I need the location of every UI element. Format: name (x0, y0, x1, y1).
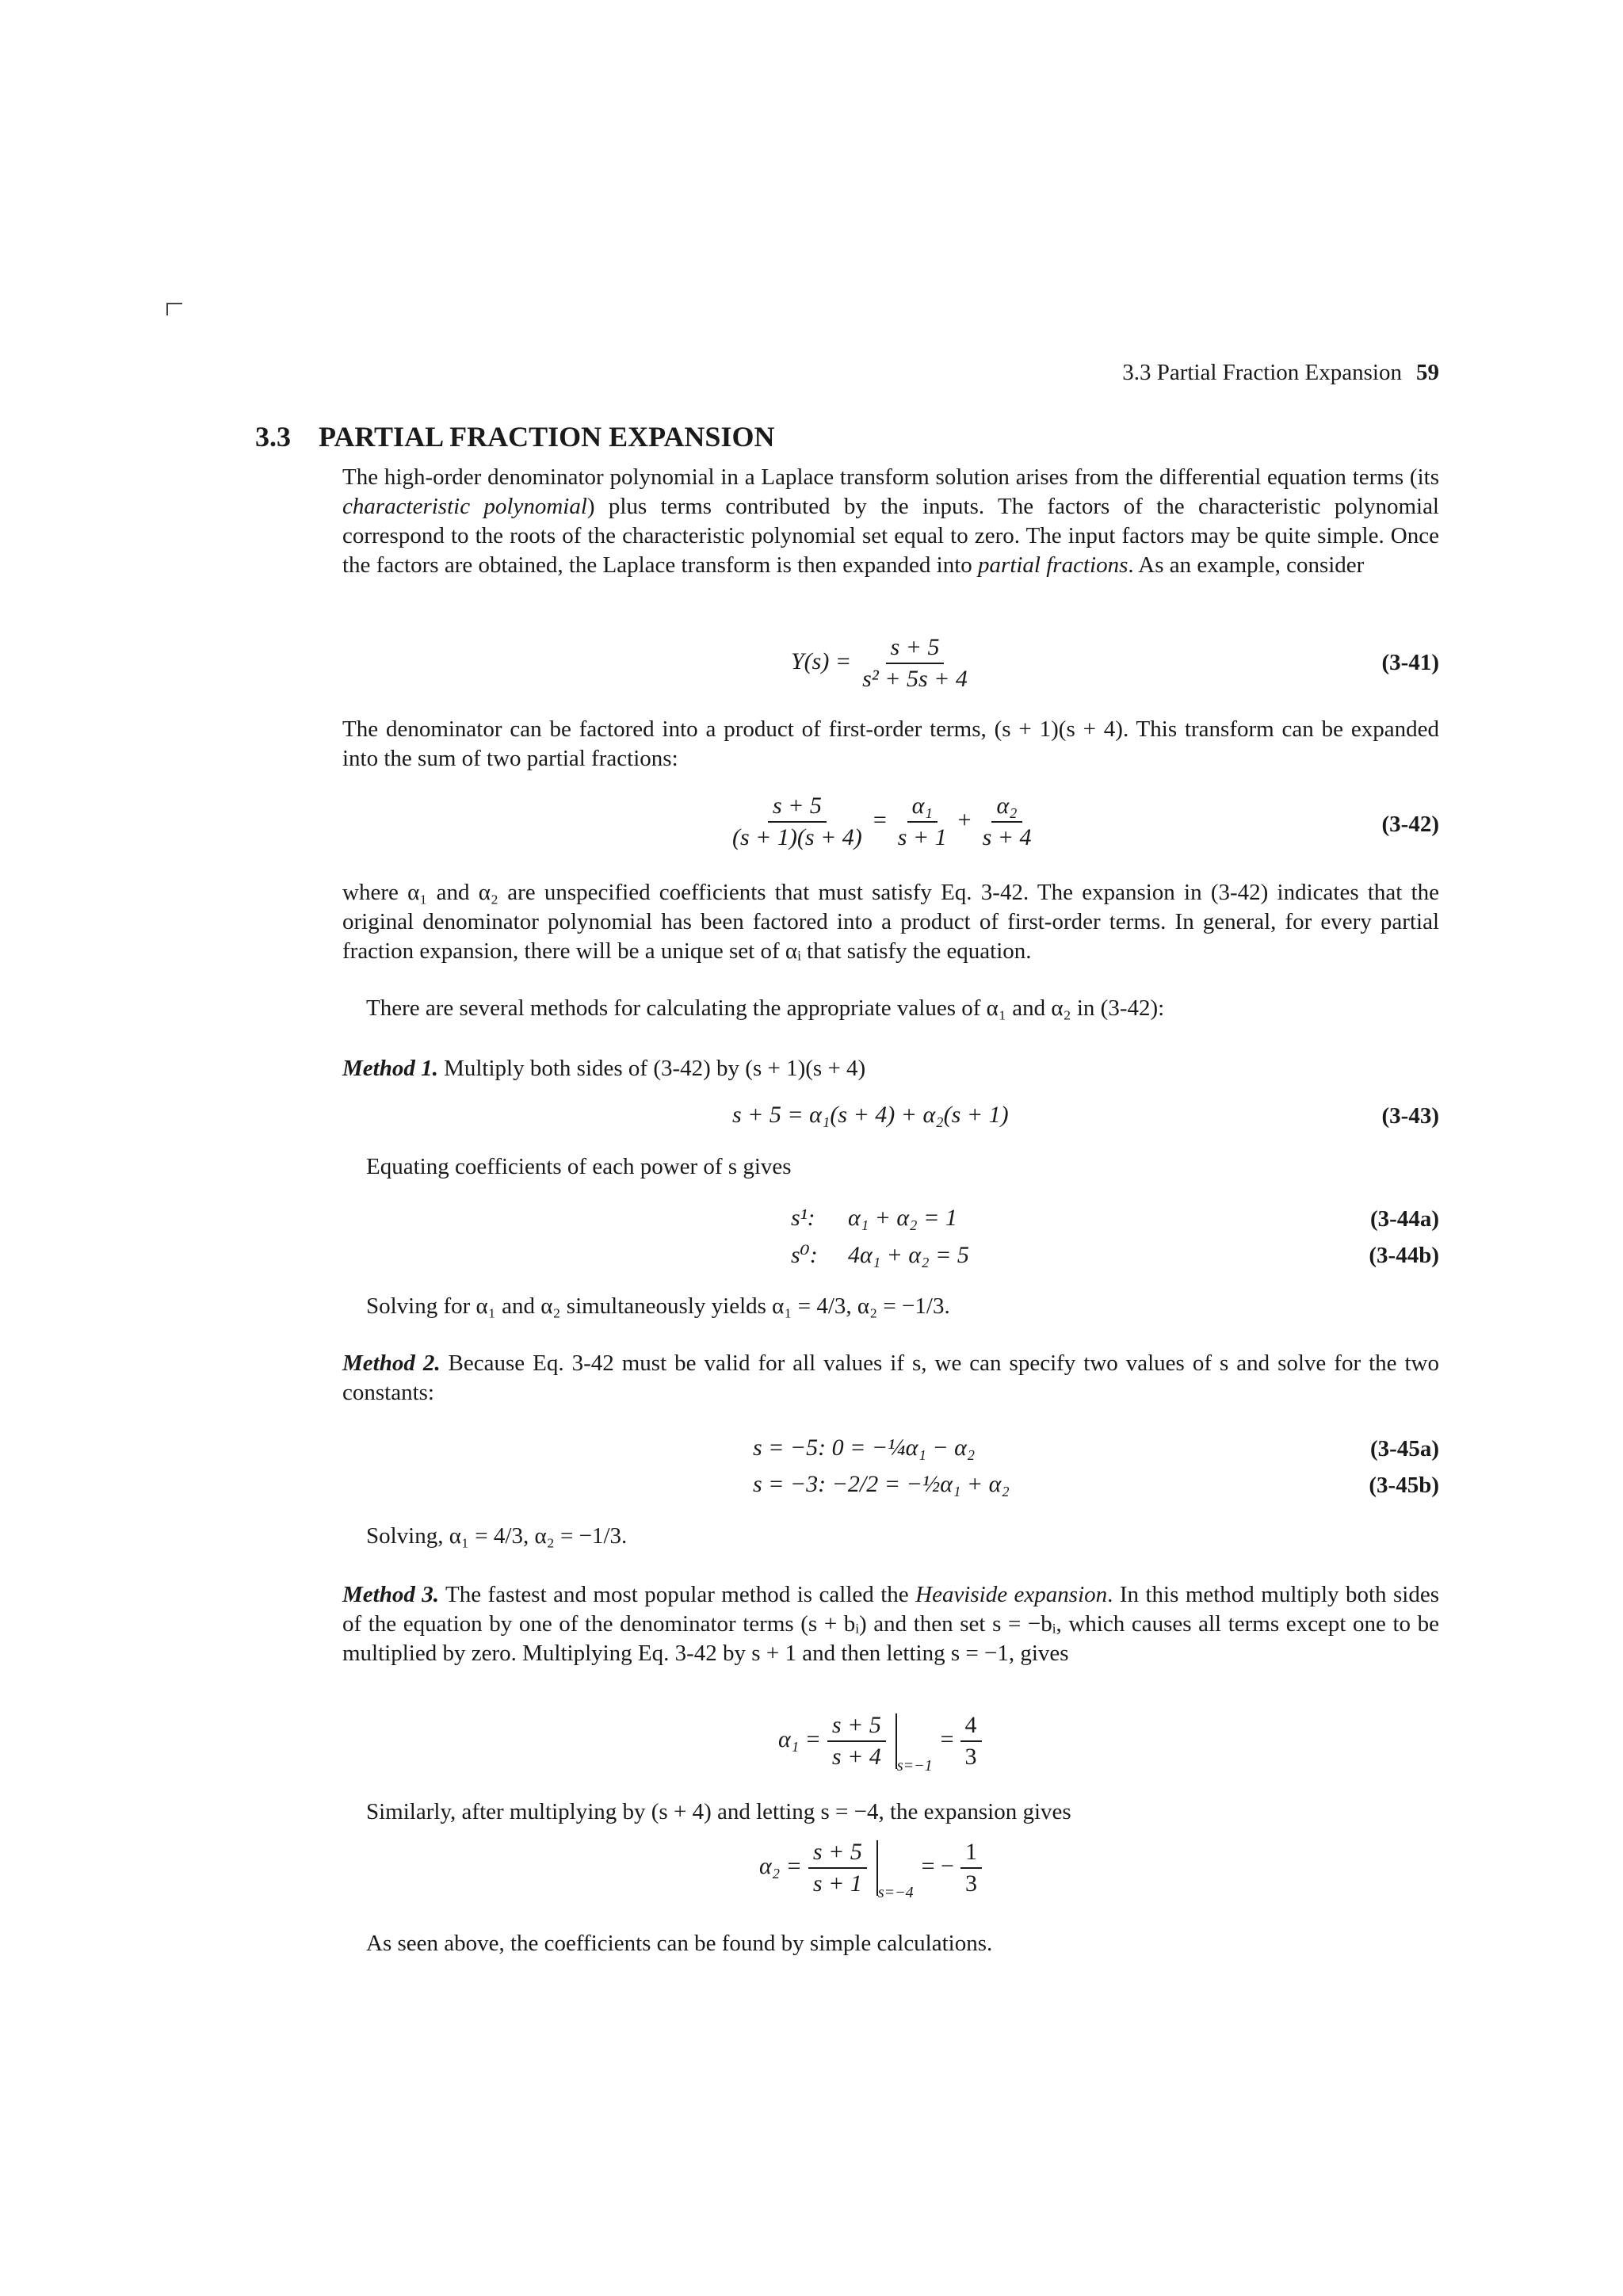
fraction (857, 634, 972, 693)
equation-label: (3-44a) (1370, 1206, 1439, 1232)
denominator: (s + 1)(s + 4) (732, 824, 862, 850)
evaluation-point: s=−4 (877, 1883, 914, 1901)
method-2-intro (342, 1349, 1439, 1408)
numerator: α₂ (991, 793, 1022, 823)
term-heaviside-expansion: Heaviside expansion (915, 1582, 1108, 1607)
equation-label: (3-44b) (1369, 1243, 1439, 1268)
running-head-title: 3.3 Partial Fraction Expansion (1122, 360, 1402, 385)
denominator: s + 4 (982, 824, 1032, 850)
fraction (827, 1712, 886, 1771)
equation-3-41 (791, 634, 979, 693)
power-label: s⁰: (791, 1242, 818, 1268)
numerator: s + 5 (768, 793, 827, 823)
fraction (808, 1839, 867, 1897)
power-label: s¹: (791, 1205, 815, 1231)
equation-alpha-1: α₁ = $\frac{s + 5}{s + 4}$ $_{s=-1}$= $\frac{4}{3}$ (778, 1712, 988, 1775)
equation-label: (3-43) (1381, 1103, 1439, 1129)
term-partial-fractions: partial fractions (978, 552, 1128, 578)
page-number: 59 (1416, 360, 1439, 385)
paragraph-coefficients: where α₁ and α₂ are unspecified coefficients that must satisfy Eq. 3-42. The expansion in (3-42) indicates that the original denominator polynomial has been factored into a product of first-order terms. In general, for every partial fraction expansion, there will be a unique set of αᵢ that satisfy the equation. (342, 880, 1439, 964)
eq-body: α₁ + α₂ = 1 (848, 1205, 957, 1231)
eq-body: 4α₁ + α₂ = 5 (848, 1242, 969, 1268)
denominator: 3 (964, 1744, 977, 1770)
denominator: s + 1 (812, 1870, 862, 1897)
method-1-intro (342, 1054, 1439, 1083)
equation-label: (3-42) (1381, 812, 1439, 837)
running-head (1122, 360, 1439, 386)
method-3-intro (342, 1580, 1439, 1668)
fraction (978, 793, 1037, 851)
fraction (727, 793, 867, 851)
numerator: 4 (960, 1712, 982, 1742)
text-run: The high-order denominator polynomial in a Laplace transform solution arises from the differential equation terms (its (342, 464, 1439, 490)
equation-3-45a: s = −5: 0 = −¼α₁ − α₂ (753, 1435, 976, 1461)
equation-label: (3-45a) (1370, 1436, 1439, 1461)
paragraph-intro (342, 463, 1439, 580)
equation-3-44a (791, 1205, 957, 1232)
eq-lhs: α₂ = (759, 1852, 802, 1879)
text-run: . As an example, consider (1128, 552, 1365, 578)
equation-alpha-2: α₂ = $\frac{s + 5}{s + 1}$ $_{s=-4}$= − $\frac{1}{3}$ (759, 1839, 988, 1902)
numerator: s + 5 (827, 1712, 886, 1742)
text-run: Because Eq. 3-42 must be valid for all values if s, we can specify two values of s and solve for the two constants: (342, 1350, 1439, 1405)
paragraph-methods-intro: There are several methods for calculating the appropriate values of α₁ and α₂ in (3-42): (366, 995, 1165, 1021)
paragraph-equating: Equating coefficients of each power of s gives (366, 1154, 792, 1179)
scan-corner-mark (166, 303, 182, 315)
method-label: Method 1. (342, 1056, 438, 1081)
equation-3-43: s + 5 = α₁(s + 4) + α₂(s + 1) (732, 1102, 1009, 1128)
section-heading (255, 420, 774, 453)
equation-label: (3-45b) (1369, 1473, 1439, 1498)
equation-label: (3-41) (1381, 650, 1439, 675)
fraction (960, 1712, 982, 1771)
eq-lhs: α₁ = (778, 1725, 821, 1752)
text-run: . In this method multiply both sides of the equation by one of the denominator terms (s + bᵢ) and then set s = −bᵢ, which causes all terms except one to be multiplied by zero. Multiplying Eq. 3-42 by s + 1 and then letting s = −1, gives (342, 1582, 1440, 1666)
denominator: s² + 5s + 4 (862, 666, 968, 692)
section-number: 3.3 (255, 421, 291, 453)
fraction (960, 1839, 982, 1897)
denominator: 3 (964, 1870, 977, 1897)
paragraph-method-2-result: Solving, α₁ = 4/3, α₂ = −1/3. (366, 1523, 628, 1549)
paragraph-factoring: The denominator can be factored into a product of first-order terms, (s + 1)(s + 4). This transform can be expanded into the sum of two partial fractions: (342, 716, 1439, 771)
numerator: 1 (960, 1839, 982, 1869)
method-label: Method 2. (342, 1350, 441, 1376)
fraction (893, 793, 952, 851)
paragraph-similarly: Similarly, after multiplying by (s + 4) and letting s = −4, the expansion gives (366, 1799, 1071, 1824)
denominator: s + 4 (831, 1744, 881, 1770)
evaluation-point: s=−1 (896, 1756, 933, 1775)
paragraph-conclusion: As seen above, the coefficients can be found by simple calculations. (366, 1931, 993, 1956)
text-run: The fastest and most popular method is called the (439, 1582, 916, 1607)
method-label: Method 3. (342, 1582, 440, 1607)
numerator: α₁ (907, 793, 938, 823)
paragraph-method-1-result: Solving for α₁ and α₂ simultaneously yields α₁ = 4/3, α₂ = −1/3. (366, 1293, 950, 1319)
equation-3-45b: s = −3: −2/2 = −½α₁ + α₂ (753, 1471, 1010, 1497)
eq-lhs: Y(s) = (791, 648, 852, 674)
equation-3-44b (791, 1241, 969, 1269)
term-characteristic-polynomial: characteristic polynomial (342, 494, 587, 519)
numerator: s + 5 (886, 634, 945, 664)
text-run: ) plus terms contributed by the inputs. The factors of the characteristic polynomial correspond to the roots of the characteristic polynomial set equal to zero. The input factors may be quite simple. Once the factors are obtained, the Laplace transform is then expanded into (342, 494, 1439, 578)
text-run: Multiply both sides of (3-42) by (s + 1)(s + 4) (437, 1056, 866, 1081)
equation-3-42: $\frac{s + 5}{(s + 1)(s + 4)}$ = $\frac{\text{α₁}}{s + 1}$ + $\frac{\text{α₂}}{s + 4}$ (721, 793, 1043, 851)
numerator: s + 5 (808, 1839, 867, 1869)
denominator: s + 1 (897, 824, 947, 850)
section-title: PARTIAL FRACTION EXPANSION (319, 421, 775, 453)
